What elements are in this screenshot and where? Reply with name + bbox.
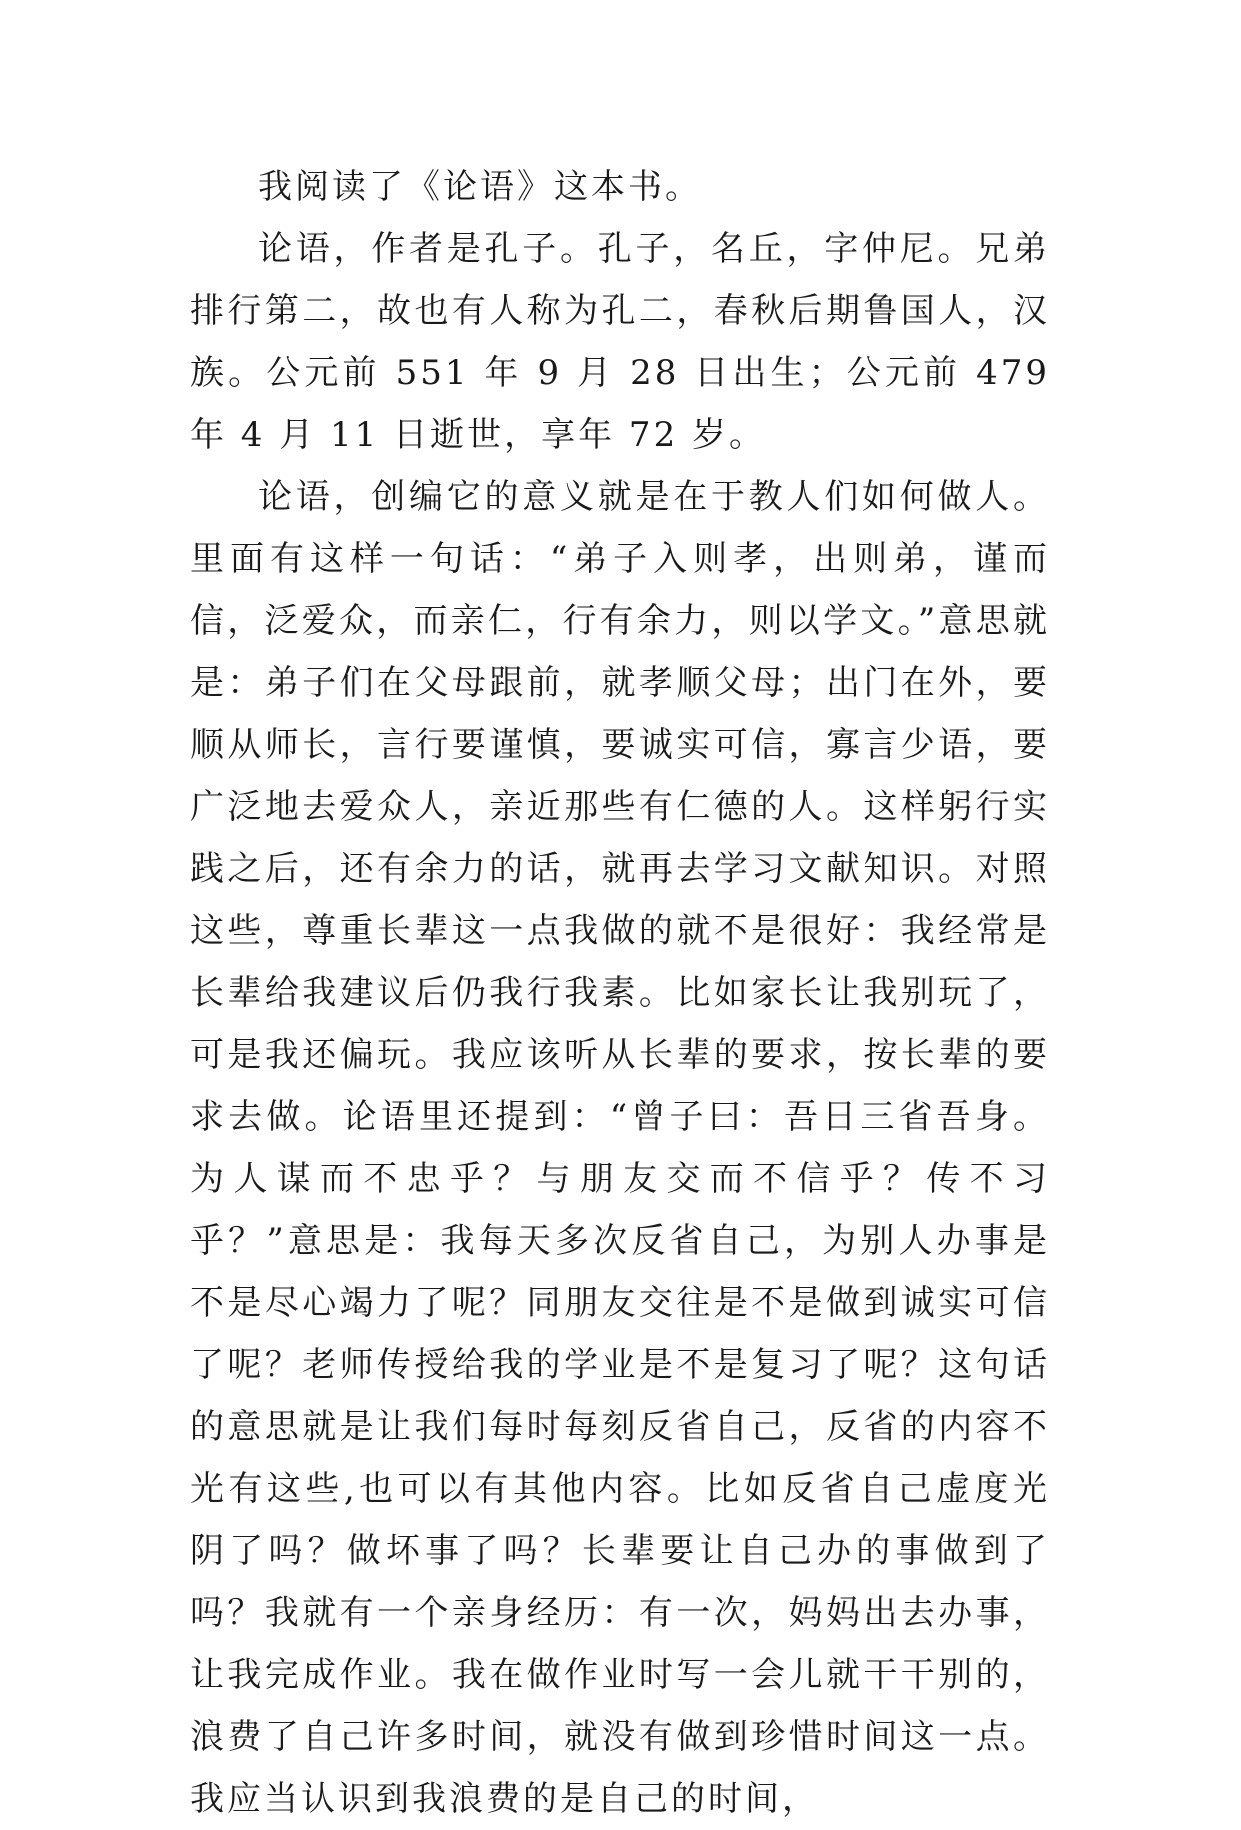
paragraph-intro: 我阅读了《论语》这本书。 <box>258 167 702 207</box>
document-body <box>190 156 1050 1830</box>
paragraph-author: 论语，作者是孔子。孔子，名丘，字仲尼。兄弟排行第二，故也有人称为孔二，春秋后期鲁国人，汉族。公元前 551 年 9 月 28 日出生；公元前 479 年 4 月 11 日逝世，享年 72 岁。 <box>190 229 1050 455</box>
paragraph-meaning: 论语，创编它的意义就是在于教人们如何做人。里面有这样一句话：“弟子入则孝，出则弟，谨而信，泛爱众，而亲仁，行有余力，则以学文。”意思就是：弟子们在父母跟前，就孝顺父母；出门在外，要顺从师长，言行要谨慎，要诚实可信，寡言少语，要广泛地去爱众人，亲近那些有仁德的人。这样躬行实践之后，还有余力的话，就再去学习文献知识。对照这些，尊重长辈这一点我做的就不是很好：我经常是长辈给我建议后仍我行我素。比如家长让我别玩了，可是我还偏玩。我应该听从长辈的要求，按长辈的要求去做。论语里还提到：“曾子曰：吾日三省吾身。为人谋而不忠乎？与朋友交而不信乎？传不习乎？”意思是：我每天多次反省自己，为别人办事是不是尽心竭力了呢？同朋友交往是不是做到诚实可信了呢？老师传授给我的学业是不是复习了呢？这句话的意思就是让我们每时每刻反省自己，反省的内容不光有这些,也可以有其他内容。比如反省自己虚度光阴了吗？做坏事了吗？长辈要让自己办的事做到了吗？我就有一个亲身经历：有一次，妈妈出去办事，让我完成作业。我在做作业时写一会儿就干干别的，浪费了自己许多时间，就没有做到珍惜时间这一点。我应当认识到我浪费的是自己的时间， <box>190 477 1050 1819</box>
